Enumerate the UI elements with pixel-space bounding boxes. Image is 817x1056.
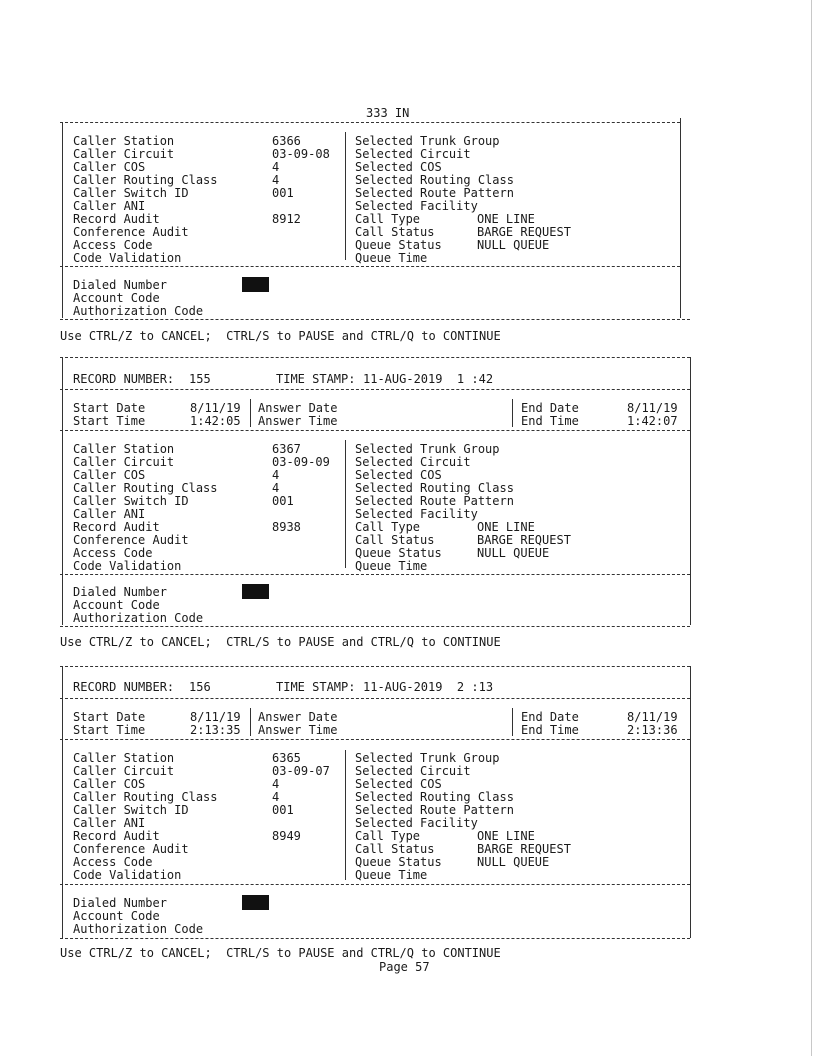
end-time-label: End Time <box>521 414 579 428</box>
caller-routing-class-label: Caller Routing Class <box>73 173 218 187</box>
divider <box>60 884 690 885</box>
code-validation-label: Code Validation <box>73 868 182 882</box>
start-time-label: Start Time <box>73 723 146 737</box>
selected-route-pattern-label: Selected Route Pattern <box>355 186 514 200</box>
caller-switch-id-label: Caller Switch ID <box>73 494 189 508</box>
time-stamp-label: TIME STAMP: <box>276 680 356 694</box>
left-border <box>62 357 63 625</box>
selected-route-pattern-label: Selected Route Pattern <box>355 494 514 508</box>
divider <box>60 938 690 939</box>
scan-edge-rule <box>811 0 812 1056</box>
divider <box>60 122 680 123</box>
access-code-label: Access Code <box>73 238 153 252</box>
queue-status-value: NULL QUEUE <box>477 546 550 560</box>
column-divider <box>345 440 346 568</box>
account-code-label: Account Code <box>73 909 160 923</box>
divider <box>60 357 690 358</box>
time-stamp-label: TIME STAMP: <box>276 372 356 386</box>
queue-status-label: Queue Status <box>355 238 442 252</box>
caller-switch-id-value: 001 <box>272 803 294 817</box>
right-border <box>680 118 681 318</box>
call-type-label: Call Type <box>355 520 421 534</box>
selected-trunk-group-label: Selected Trunk Group <box>355 134 500 148</box>
access-code-label: Access Code <box>73 855 153 869</box>
caller-routing-class-value: 4 <box>272 790 280 804</box>
caller-station-value: 6367 <box>272 442 301 456</box>
queue-status-value: NULL QUEUE <box>477 855 550 869</box>
end-date-value: 8/11/19 <box>627 710 678 724</box>
caller-cos-value: 4 <box>272 160 280 174</box>
dialed-number-label: Dialed Number <box>73 278 167 292</box>
end-date-label: End Date <box>521 401 579 415</box>
caller-switch-id-value: 001 <box>272 186 294 200</box>
selected-cos-label: Selected COS <box>355 777 442 791</box>
caller-cos-label: Caller COS <box>73 160 146 174</box>
start-date-label: Start Date <box>73 710 146 724</box>
conference-audit-label: Conference Audit <box>73 842 189 856</box>
record-number-label: RECORD NUMBER: <box>73 372 175 386</box>
cancel-pause-instructions: Use CTRL/Z to CANCEL; CTRL/S to PAUSE and CTRL/Q to CONTINUE <box>60 329 501 343</box>
record-number-value: 156 <box>189 680 211 694</box>
conference-audit-label: Conference Audit <box>73 225 189 239</box>
cancel-pause-instructions: Use CTRL/Z to CANCEL; CTRL/S to PAUSE and CTRL/Q to CONTINUE <box>60 946 501 960</box>
selected-routing-class-label: Selected Routing Class <box>355 481 514 495</box>
record-audit-value: 8912 <box>272 212 301 226</box>
caller-circuit-value: 03-09-07 <box>272 764 330 778</box>
left-border <box>62 122 63 318</box>
caller-ani-label: Caller ANI <box>73 816 146 830</box>
authorization-code-label: Authorization Code <box>73 304 204 318</box>
left-border <box>62 666 63 938</box>
caller-switch-id-label: Caller Switch ID <box>73 803 189 817</box>
caller-routing-class-value: 4 <box>272 173 280 187</box>
caller-cos-value: 4 <box>272 777 280 791</box>
caller-routing-class-label: Caller Routing Class <box>73 481 218 495</box>
caller-cos-label: Caller COS <box>73 777 146 791</box>
divider <box>60 574 690 575</box>
end-time-label: End Time <box>521 723 579 737</box>
end-date-value: 8/11/19 <box>627 401 678 415</box>
divider <box>60 739 690 740</box>
account-code-label: Account Code <box>73 291 160 305</box>
caller-routing-class-label: Caller Routing Class <box>73 790 218 804</box>
caller-circuit-value: 03-09-09 <box>272 455 330 469</box>
end-time-value: 2:13:36 <box>627 723 678 737</box>
call-type-label: Call Type <box>355 829 421 843</box>
queue-time-label: Queue Time <box>355 868 428 882</box>
caller-ani-label: Caller ANI <box>73 199 146 213</box>
queue-status-label: Queue Status <box>355 855 442 869</box>
column-divider <box>250 708 251 736</box>
divider <box>60 698 690 699</box>
divider <box>60 266 680 267</box>
answer-date-label: Answer Date <box>258 710 338 724</box>
selected-route-pattern-label: Selected Route Pattern <box>355 803 514 817</box>
answer-time-label: Answer Time <box>258 414 338 428</box>
divider <box>60 666 690 667</box>
selected-routing-class-label: Selected Routing Class <box>355 790 514 804</box>
start-time-label: Start Time <box>73 414 146 428</box>
queue-time-label: Queue Time <box>355 559 428 573</box>
call-type-value: ONE LINE <box>477 829 535 843</box>
answer-time-label: Answer Time <box>258 723 338 737</box>
record-number-label: RECORD NUMBER: <box>73 680 175 694</box>
divider <box>60 389 690 390</box>
start-date-label: Start Date <box>73 401 146 415</box>
selected-circuit-label: Selected Circuit <box>355 147 471 161</box>
cancel-pause-instructions: Use CTRL/Z to CANCEL; CTRL/S to PAUSE and CTRL/Q to CONTINUE <box>60 635 501 649</box>
record-audit-value: 8938 <box>272 520 301 534</box>
start-time-value: 2:13:35 <box>190 723 241 737</box>
end-date-label: End Date <box>521 710 579 724</box>
account-code-label: Account Code <box>73 598 160 612</box>
queue-status-value: NULL QUEUE <box>477 238 550 252</box>
call-status-value: BARGE REQUEST <box>477 533 571 547</box>
end-time-value: 1:42:07 <box>627 414 678 428</box>
divider <box>60 430 690 431</box>
caller-station-label: Caller Station <box>73 751 175 765</box>
divider <box>60 319 690 320</box>
selected-facility-label: Selected Facility <box>355 507 478 521</box>
queue-time-label: Queue Time <box>355 251 428 265</box>
column-divider <box>250 399 251 427</box>
queue-status-label: Queue Status <box>355 546 442 560</box>
record-audit-label: Record Audit <box>73 520 160 534</box>
redaction-block <box>242 277 269 292</box>
authorization-code-label: Authorization Code <box>73 611 204 625</box>
time-stamp-value: 11-AUG-2019 1 :42 <box>363 372 494 386</box>
time-stamp-value: 11-AUG-2019 2 :13 <box>363 680 494 694</box>
start-date-value: 8/11/19 <box>190 710 241 724</box>
call-status-label: Call Status <box>355 842 435 856</box>
selected-routing-class-label: Selected Routing Class <box>355 173 514 187</box>
code-validation-label: Code Validation <box>73 559 182 573</box>
dialed-number-label: Dialed Number <box>73 585 167 599</box>
code-validation-label: Code Validation <box>73 251 182 265</box>
right-border <box>690 666 691 938</box>
caller-cos-value: 4 <box>272 468 280 482</box>
caller-switch-id-label: Caller Switch ID <box>73 186 189 200</box>
selected-trunk-group-label: Selected Trunk Group <box>355 751 500 765</box>
caller-cos-label: Caller COS <box>73 468 146 482</box>
selected-facility-label: Selected Facility <box>355 816 478 830</box>
column-divider <box>512 708 513 736</box>
caller-circuit-label: Caller Circuit <box>73 147 175 161</box>
authorization-code-label: Authorization Code <box>73 922 204 936</box>
divider <box>60 626 690 627</box>
start-date-value: 8/11/19 <box>190 401 241 415</box>
call-type-label: Call Type <box>355 212 421 226</box>
record-audit-value: 8949 <box>272 829 301 843</box>
start-time-value: 1:42:05 <box>190 414 241 428</box>
call-status-label: Call Status <box>355 533 435 547</box>
call-type-value: ONE LINE <box>477 212 535 226</box>
call-status-value: BARGE REQUEST <box>477 225 571 239</box>
redaction-block <box>242 895 269 910</box>
record-audit-label: Record Audit <box>73 829 160 843</box>
column-divider <box>512 399 513 427</box>
page-header-title: 333 IN <box>366 106 410 120</box>
column-divider <box>345 132 346 260</box>
redaction-block <box>242 584 269 599</box>
caller-station-value: 6365 <box>272 751 301 765</box>
record-number-value: 155 <box>189 372 211 386</box>
call-status-label: Call Status <box>355 225 435 239</box>
column-divider <box>345 750 346 880</box>
caller-circuit-label: Caller Circuit <box>73 764 175 778</box>
caller-switch-id-value: 001 <box>272 494 294 508</box>
caller-station-value: 6366 <box>272 134 301 148</box>
caller-circuit-value: 03-09-08 <box>272 147 330 161</box>
selected-facility-label: Selected Facility <box>355 199 478 213</box>
caller-station-label: Caller Station <box>73 442 175 456</box>
selected-circuit-label: Selected Circuit <box>355 764 471 778</box>
caller-station-label: Caller Station <box>73 134 175 148</box>
selected-cos-label: Selected COS <box>355 468 442 482</box>
page-number: Page 57 <box>379 960 430 974</box>
selected-cos-label: Selected COS <box>355 160 442 174</box>
right-border <box>690 357 691 625</box>
answer-date-label: Answer Date <box>258 401 338 415</box>
caller-ani-label: Caller ANI <box>73 507 146 521</box>
conference-audit-label: Conference Audit <box>73 533 189 547</box>
access-code-label: Access Code <box>73 546 153 560</box>
selected-trunk-group-label: Selected Trunk Group <box>355 442 500 456</box>
call-type-value: ONE LINE <box>477 520 535 534</box>
selected-circuit-label: Selected Circuit <box>355 455 471 469</box>
dialed-number-label: Dialed Number <box>73 896 167 910</box>
record-audit-label: Record Audit <box>73 212 160 226</box>
call-status-value: BARGE REQUEST <box>477 842 571 856</box>
caller-circuit-label: Caller Circuit <box>73 455 175 469</box>
caller-routing-class-value: 4 <box>272 481 280 495</box>
